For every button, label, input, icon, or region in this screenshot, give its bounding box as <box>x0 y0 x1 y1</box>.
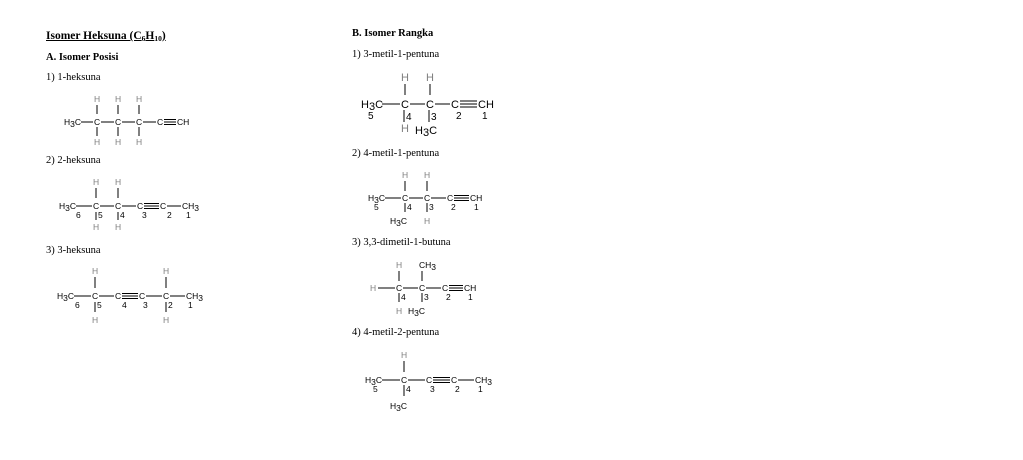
carbon-number: 4 <box>406 384 411 394</box>
carbon-number: 2 <box>456 111 462 122</box>
carbon-number: 3 <box>424 292 429 302</box>
atom-ch3: CH3 <box>182 201 200 213</box>
atom-h: H <box>370 283 377 293</box>
atom-ch3: CH3 <box>475 375 493 387</box>
atom-h: H <box>401 350 408 360</box>
carbon-number: 4 <box>406 112 412 123</box>
atom-h: H <box>94 137 101 147</box>
atom-c: C <box>447 193 454 203</box>
atom-c: C <box>93 201 100 211</box>
atom-h: H <box>115 177 122 187</box>
atom-h: H <box>115 94 122 104</box>
section-a-heading: A. Isomer Posisi <box>46 52 119 63</box>
atom-h: H <box>402 170 409 180</box>
structure-3-metil-1-pentuna <box>358 68 508 140</box>
carbon-number: 4 <box>120 210 125 220</box>
atom-h: H <box>94 94 101 104</box>
atom-h3c: H3C <box>64 117 82 129</box>
structure-3-3-dimetil-1-butuna <box>368 258 508 320</box>
atom-c: C <box>396 283 403 293</box>
atom-h3c: H3C <box>59 201 77 213</box>
carbon-number: 6 <box>75 300 80 310</box>
carbon-number: 4 <box>401 292 406 302</box>
atom-ch3: CH3 <box>419 260 437 272</box>
isomer-b2-label: 2) 4-metil-1-pentuna <box>352 148 440 159</box>
atom-h3c: H3C <box>368 193 386 205</box>
carbon-number: 1 <box>482 111 488 122</box>
isomer-b4-label: 4) 4-metil-2-pentuna <box>352 327 440 338</box>
carbon-number: 3 <box>430 384 435 394</box>
carbon-number: 3 <box>143 300 148 310</box>
isomer-a2-label: 2) 2-heksuna <box>46 155 101 166</box>
atom-c: C <box>137 201 144 211</box>
carbon-number: 5 <box>98 210 103 220</box>
atom-h: H <box>401 72 409 84</box>
carbon-number: 6 <box>76 210 81 220</box>
atom-c: C <box>424 193 431 203</box>
atom-c: C <box>401 375 408 385</box>
atom-c: C <box>163 291 170 301</box>
carbon-number: 1 <box>188 300 193 310</box>
structure-1-heksuna <box>60 92 210 150</box>
atom-h3c: H3C <box>57 291 75 303</box>
atom-h: H <box>93 177 100 187</box>
atom-c: C <box>115 117 122 127</box>
section-b-heading: B. Isomer Rangka <box>352 28 434 39</box>
atom-c: C <box>136 117 143 127</box>
atom-h: H <box>426 72 434 84</box>
carbon-number: 1 <box>186 210 191 220</box>
atom-c: C <box>115 291 122 301</box>
carbon-number: 1 <box>468 292 473 302</box>
atom-c: C <box>451 99 459 111</box>
atom-h: H <box>396 260 403 270</box>
carbon-number: 2 <box>167 210 172 220</box>
atom-c: C <box>94 117 101 127</box>
atom-h: H <box>136 137 143 147</box>
carbon-number: 3 <box>431 112 437 123</box>
carbon-number: 5 <box>373 384 378 394</box>
atom-c: C <box>157 117 164 127</box>
atom-c: C <box>442 283 449 293</box>
atom-c: C <box>139 291 146 301</box>
atom-c: C <box>426 99 434 111</box>
atom-c: C <box>92 291 99 301</box>
atom-h: H <box>115 222 122 232</box>
atom-ch: CH <box>177 117 190 127</box>
atom-c: C <box>402 193 409 203</box>
carbon-number: 2 <box>451 202 456 212</box>
atom-h3c: H3C <box>415 125 438 139</box>
structure-4-metil-1-pentuna <box>366 168 506 230</box>
carbon-number: 1 <box>474 202 479 212</box>
isomer-b1-label: 1) 3-metil-1-pentuna <box>352 49 440 60</box>
atom-h: H <box>163 315 170 325</box>
atom-h3c: H3C <box>390 401 408 413</box>
atom-h: H <box>401 123 409 135</box>
atom-ch3: CH3 <box>186 291 204 303</box>
carbon-number: 5 <box>368 111 374 122</box>
structure-3-heksuna <box>54 264 224 326</box>
atom-h: H <box>163 266 170 276</box>
isomer-a1-label: 1) 1-heksuna <box>46 72 101 83</box>
carbon-number: 4 <box>407 202 412 212</box>
carbon-number: 5 <box>374 202 379 212</box>
carbon-number: 3 <box>142 210 147 220</box>
atom-h: H <box>396 306 403 316</box>
atom-h: H <box>93 222 100 232</box>
atom-h: H <box>92 315 99 325</box>
carbon-number: 4 <box>122 300 127 310</box>
atom-c: C <box>401 99 409 111</box>
page-title: Isomer Heksuna $(C_6H_{10})$ <box>46 30 166 43</box>
carbon-number: 2 <box>446 292 451 302</box>
structure-4-metil-2-pentuna <box>363 350 513 416</box>
atom-c: C <box>419 283 426 293</box>
isomer-b3-label: 3) 3,3-dimetil-1-butuna <box>352 237 451 248</box>
atom-h3c: H3C <box>365 375 383 387</box>
isomer-a3-label: 3) 3-heksuna <box>46 245 101 256</box>
carbon-number: 2 <box>168 300 173 310</box>
atom-c: C <box>451 375 458 385</box>
atom-c: C <box>115 201 122 211</box>
atom-c: C <box>426 375 433 385</box>
atom-ch: CH <box>470 193 483 203</box>
atom-h: H <box>424 170 431 180</box>
atom-h3c: H3C <box>361 99 384 113</box>
atom-ch: CH <box>464 283 477 293</box>
atom-h: H <box>115 137 122 147</box>
atom-h: H <box>92 266 99 276</box>
carbon-number: 1 <box>478 384 483 394</box>
carbon-number: 5 <box>97 300 102 310</box>
carbon-number: 2 <box>455 384 460 394</box>
atom-h: H <box>136 94 143 104</box>
atom-h3c: H3C <box>408 306 426 318</box>
carbon-number: 3 <box>429 202 434 212</box>
atom-h: H <box>424 216 431 226</box>
atom-ch: CH <box>478 99 494 111</box>
atom-h3c: H3C <box>390 216 408 228</box>
structure-2-heksuna <box>56 176 216 234</box>
atom-c: C <box>160 201 167 211</box>
